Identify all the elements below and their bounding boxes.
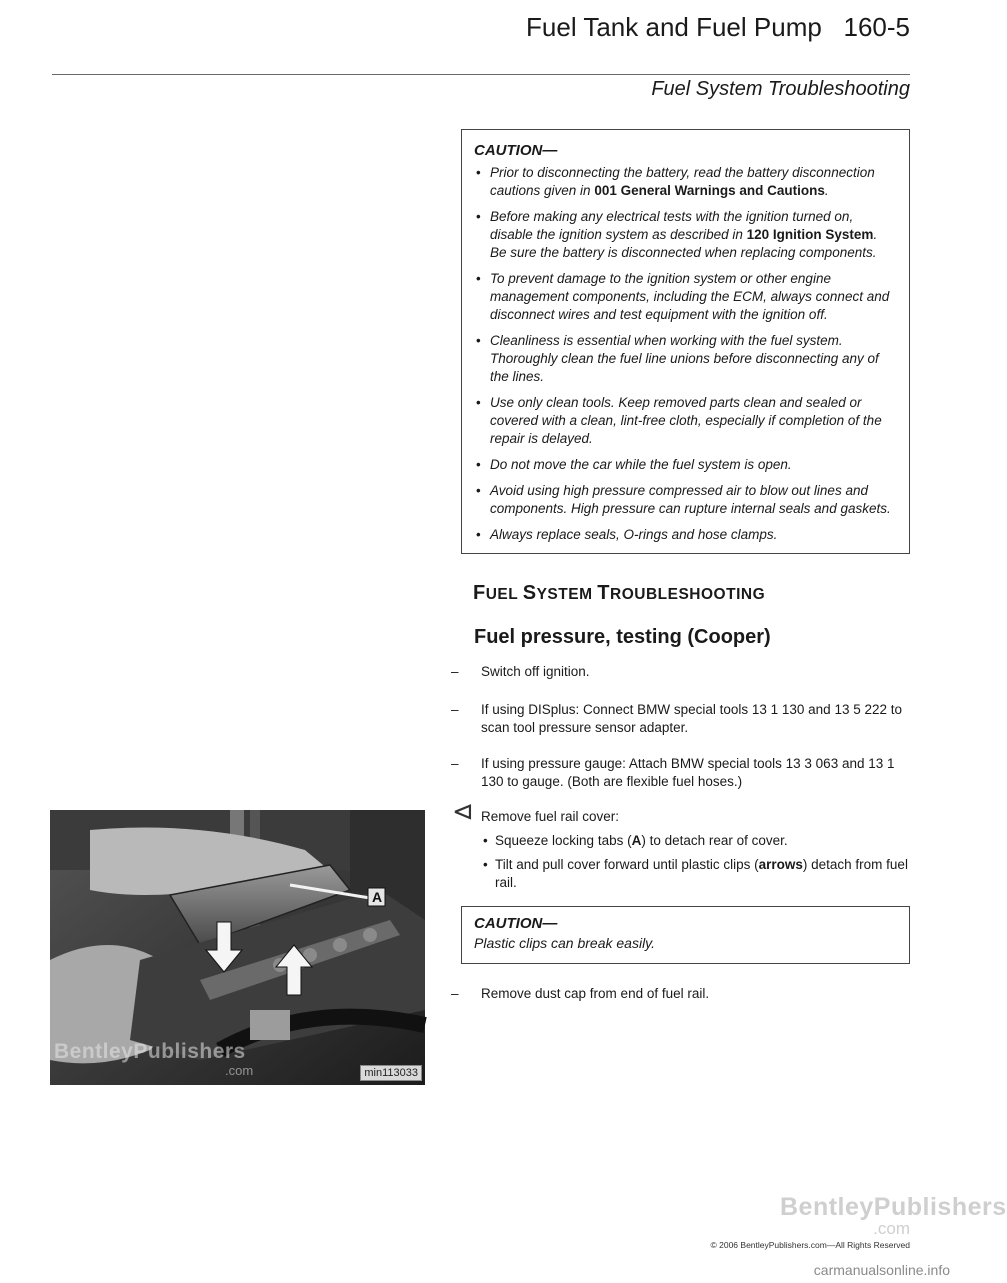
callout-label-a: A [371, 889, 383, 905]
caution-item: • Do not move the car while the fuel system is open. [474, 456, 897, 474]
site-watermark: carmanualsonline.info [813, 1262, 950, 1278]
caution-heading: CAUTION— [474, 915, 558, 932]
caution-box-general [461, 129, 910, 554]
caution-item: • To prevent damage to the ignition system or other engine management components, including the ECM, always connect and disconnect wires and test equipment with the ignition off. [474, 270, 897, 324]
step-connect-displus: If using DISplus: Connect BMW special tools 13 1 130 and 13 5 222 to scan tool pressure sensor adapter. [481, 702, 902, 735]
step-dash: – [451, 756, 459, 771]
page-header-subtitle: Fuel System Troubleshooting [651, 78, 910, 100]
photo-watermark-com: .com [225, 1063, 254, 1078]
publisher-logo-com: .com [873, 1219, 910, 1238]
step-dash: – [451, 664, 459, 679]
substep-squeeze-tabs: • Squeeze locking tabs (A) to detach rear of cover. [481, 832, 911, 850]
photo-id-tag: min113033 [360, 1065, 422, 1081]
substep-tilt-pull-cover: • Tilt and pull cover forward until plastic clips (arrows) detach from fuel rail. [481, 856, 911, 892]
caution-item: • Use only clean tools. Keep removed parts clean and sealed or covered with a clean, lint-free cloth, especially if completion of the repair is delayed. [474, 394, 897, 448]
caution-item: • Before making any electrical tests with the ignition turned on, disable the ignition system as described in 120 Ignition System. Be sure the battery is disconnected when replacing components. [474, 208, 897, 262]
caution-item: • Always replace seals, O-rings and hose clamps. [474, 526, 897, 544]
publisher-logo: BentleyPublishers [780, 1193, 1007, 1221]
engine-fuel-rail-photo [50, 810, 425, 1085]
copyright-notice: © 2006 BentleyPublishers.com—All Rights Reserved [710, 1240, 910, 1250]
step-remove-dust-cap: Remove dust cap from end of fuel rail. [481, 986, 710, 1001]
step-switch-off-ignition: Switch off ignition. [481, 664, 590, 679]
step-attach-gauge: If using pressure gauge: Attach BMW special tools 13 3 063 and 13 1 130 to gauge. (Both are flexible fuel hoses.) [481, 756, 895, 789]
caution-item: • Prior to disconnecting the battery, read the battery disconnection cautions given in 001 General Warnings and Cautions. [474, 164, 897, 200]
step-dash: – [451, 702, 459, 717]
caution-heading: CAUTION— [474, 142, 558, 159]
caution-body: Plastic clips can break easily. [474, 935, 656, 951]
caution-box-plastic-clips [461, 906, 910, 964]
page-header-title: Fuel Tank and Fuel Pump 160-5 [526, 12, 910, 42]
caution-list [474, 164, 897, 544]
step-remove-cover: Remove fuel rail cover: [481, 809, 620, 824]
subsection-heading: Fuel pressure, testing (Cooper) [474, 626, 771, 648]
caution-item: • Avoid using high pressure compressed air to blow out lines and components. High pressure can rupture internal seals and gaskets. [474, 482, 897, 518]
caution-item: • Cleanliness is essential when working with the fuel system. Thoroughly clean the fuel line unions before disconnecting any of the lines. [474, 332, 897, 386]
figure-reference-arrow-icon: ⊲ [452, 796, 474, 826]
header-rule [52, 74, 910, 75]
section-heading: FUEL SYSTEM TROUBLESHOOTING [473, 582, 766, 604]
step-dash: – [451, 986, 459, 1001]
photo-watermark: BentleyPublishers [54, 1040, 246, 1063]
